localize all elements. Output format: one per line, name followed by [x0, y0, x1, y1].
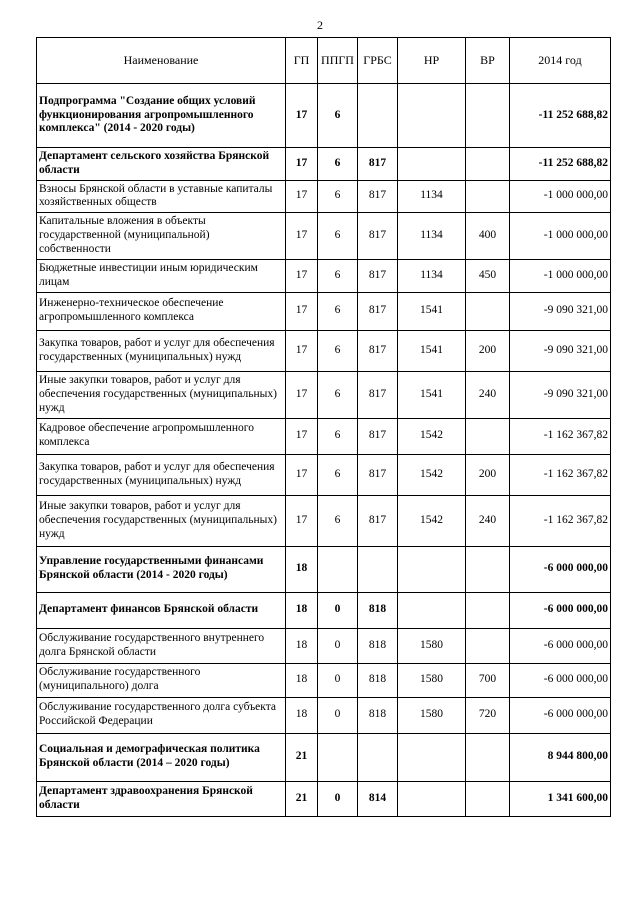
- row-grbs: 814: [358, 781, 398, 816]
- row-gp: 18: [286, 628, 318, 663]
- row-name: Бюджетные инвестиции иным юридическим лицам: [37, 260, 286, 293]
- row-ppgp: 0: [318, 781, 358, 816]
- row-vr: [466, 418, 510, 454]
- row-nr: 1134: [398, 180, 466, 213]
- header-gp: ГП: [286, 38, 318, 84]
- row-grbs: 818: [358, 628, 398, 663]
- table-row: [37, 733, 611, 781]
- row-amount: 1 341 600,00: [510, 781, 611, 816]
- row-gp: 17: [286, 292, 318, 330]
- row-ppgp: 6: [318, 84, 358, 148]
- row-ppgp: 6: [318, 213, 358, 260]
- row-grbs: 817: [358, 330, 398, 371]
- row-ppgp: 6: [318, 260, 358, 293]
- row-ppgp: [318, 733, 358, 781]
- row-grbs: 817: [358, 260, 398, 293]
- row-amount: -1 162 367,82: [510, 495, 611, 546]
- row-grbs: [358, 733, 398, 781]
- header-ppgp: ППГП: [318, 38, 358, 84]
- row-grbs: 818: [358, 697, 398, 733]
- row-amount: -9 090 321,00: [510, 330, 611, 371]
- row-ppgp: 0: [318, 697, 358, 733]
- table-row: [37, 454, 611, 495]
- row-nr: 1541: [398, 330, 466, 371]
- row-ppgp: 6: [318, 418, 358, 454]
- table-row: [37, 592, 611, 628]
- row-amount: -11 252 688,82: [510, 148, 611, 181]
- row-amount: 8 944 800,00: [510, 733, 611, 781]
- row-amount: -9 090 321,00: [510, 371, 611, 418]
- row-gp: 18: [286, 663, 318, 697]
- row-vr: [466, 592, 510, 628]
- row-gp: 17: [286, 84, 318, 148]
- row-gp: 18: [286, 546, 318, 592]
- table-row: [37, 371, 611, 418]
- row-grbs: [358, 84, 398, 148]
- row-vr: [466, 292, 510, 330]
- row-ppgp: 0: [318, 663, 358, 697]
- row-ppgp: 6: [318, 180, 358, 213]
- row-amount: -9 090 321,00: [510, 292, 611, 330]
- row-ppgp: 0: [318, 592, 358, 628]
- row-nr: 1541: [398, 371, 466, 418]
- row-vr: 200: [466, 454, 510, 495]
- row-nr: 1542: [398, 418, 466, 454]
- row-vr: [466, 148, 510, 181]
- row-vr: [466, 84, 510, 148]
- row-vr: 240: [466, 371, 510, 418]
- row-vr: [466, 733, 510, 781]
- row-gp: 17: [286, 371, 318, 418]
- row-gp: 21: [286, 733, 318, 781]
- row-grbs: 817: [358, 213, 398, 260]
- row-grbs: 817: [358, 292, 398, 330]
- row-grbs: 817: [358, 371, 398, 418]
- row-vr: [466, 180, 510, 213]
- row-grbs: 818: [358, 663, 398, 697]
- table-row: [37, 663, 611, 697]
- row-ppgp: 6: [318, 454, 358, 495]
- row-vr: [466, 628, 510, 663]
- row-amount: -1 000 000,00: [510, 180, 611, 213]
- row-name: Иные закупки товаров, работ и услуг для обеспечения государственных (муниципальных) нужд: [37, 495, 286, 546]
- row-grbs: 817: [358, 454, 398, 495]
- table-row: [37, 84, 611, 148]
- row-ppgp: 6: [318, 371, 358, 418]
- row-name: Департамент финансов Брянской области: [37, 592, 286, 628]
- row-grbs: 817: [358, 180, 398, 213]
- row-vr: 700: [466, 663, 510, 697]
- row-gp: 17: [286, 148, 318, 181]
- table-row: [37, 330, 611, 371]
- row-amount: -6 000 000,00: [510, 546, 611, 592]
- row-nr: 1542: [398, 454, 466, 495]
- row-nr: 1134: [398, 260, 466, 293]
- header-name: Наименование: [37, 38, 286, 84]
- row-name: Закупка товаров, работ и услуг для обеспечения государственных (муниципальных) нужд: [37, 454, 286, 495]
- row-name: Кадровое обеспечение агропромышленного комплекса: [37, 418, 286, 454]
- row-name: Взносы Брянской области в уставные капиталы хозяйственных обществ: [37, 180, 286, 213]
- row-grbs: 817: [358, 495, 398, 546]
- table-row: [37, 180, 611, 213]
- row-vr: 450: [466, 260, 510, 293]
- row-nr: [398, 84, 466, 148]
- row-gp: 17: [286, 260, 318, 293]
- row-name: Обслуживание государственного внутреннего долга Брянской области: [37, 628, 286, 663]
- row-name: Закупка товаров, работ и услуг для обеспечения государственных (муниципальных) нужд: [37, 330, 286, 371]
- row-ppgp: 6: [318, 148, 358, 181]
- row-nr: [398, 148, 466, 181]
- table-row: [37, 697, 611, 733]
- row-nr: [398, 546, 466, 592]
- row-gp: 17: [286, 330, 318, 371]
- row-amount: -11 252 688,82: [510, 84, 611, 148]
- table-row: [37, 260, 611, 293]
- row-grbs: [358, 546, 398, 592]
- row-vr: 200: [466, 330, 510, 371]
- table-row: [37, 292, 611, 330]
- row-name: Иные закупки товаров, работ и услуг для обеспечения государственных (муниципальных) нужд: [37, 371, 286, 418]
- header-grbs: ГРБС: [358, 38, 398, 84]
- table-header-row: [37, 38, 611, 84]
- table-row: [37, 495, 611, 546]
- row-gp: 17: [286, 180, 318, 213]
- row-gp: 17: [286, 454, 318, 495]
- row-name: Подпрограмма "Создание общих условий функционирования агропромышленного комплекса" (2014 - 2020 годы): [37, 84, 286, 148]
- row-vr: [466, 781, 510, 816]
- row-gp: 17: [286, 495, 318, 546]
- row-amount: -6 000 000,00: [510, 663, 611, 697]
- row-name: Департамент здравоохранения Брянской области: [37, 781, 286, 816]
- row-nr: 1134: [398, 213, 466, 260]
- table-row: [37, 148, 611, 181]
- row-nr: [398, 781, 466, 816]
- row-nr: 1541: [398, 292, 466, 330]
- row-vr: 240: [466, 495, 510, 546]
- row-amount: -1 162 367,82: [510, 418, 611, 454]
- header-nr: НР: [398, 38, 466, 84]
- table-row: [37, 546, 611, 592]
- row-gp: 18: [286, 697, 318, 733]
- header-year: 2014 год: [510, 38, 611, 84]
- row-name: Капитальные вложения в объекты государственной (муниципальной) собственности: [37, 213, 286, 260]
- row-ppgp: [318, 546, 358, 592]
- row-grbs: 817: [358, 148, 398, 181]
- row-vr: 400: [466, 213, 510, 260]
- budget-table: [36, 37, 611, 817]
- page-number: 2: [317, 18, 323, 32]
- table-row: [37, 418, 611, 454]
- row-ppgp: 6: [318, 292, 358, 330]
- row-name: Инженерно-техническое обеспечение агропромышленного комплекса: [37, 292, 286, 330]
- row-nr: [398, 592, 466, 628]
- row-nr: 1542: [398, 495, 466, 546]
- row-amount: -6 000 000,00: [510, 592, 611, 628]
- row-gp: 21: [286, 781, 318, 816]
- row-amount: -6 000 000,00: [510, 697, 611, 733]
- row-nr: 1580: [398, 697, 466, 733]
- row-vr: 720: [466, 697, 510, 733]
- table-row: [37, 213, 611, 260]
- row-gp: 17: [286, 213, 318, 260]
- row-name: Департамент сельского хозяйства Брянской области: [37, 148, 286, 181]
- row-amount: -6 000 000,00: [510, 628, 611, 663]
- row-nr: 1580: [398, 628, 466, 663]
- row-amount: -1 162 367,82: [510, 454, 611, 495]
- row-ppgp: 6: [318, 495, 358, 546]
- row-name: Управление государственными финансами Брянской области (2014 - 2020 годы): [37, 546, 286, 592]
- table-row: [37, 628, 611, 663]
- row-grbs: 817: [358, 418, 398, 454]
- row-gp: 17: [286, 418, 318, 454]
- row-name: Обслуживание государственного (муниципального) долга: [37, 663, 286, 697]
- row-ppgp: 0: [318, 628, 358, 663]
- table-row: [37, 781, 611, 816]
- row-name: Социальная и демографическая политика Брянской области (2014 – 2020 годы): [37, 733, 286, 781]
- row-grbs: 818: [358, 592, 398, 628]
- row-amount: -1 000 000,00: [510, 260, 611, 293]
- header-vr: ВР: [466, 38, 510, 84]
- row-vr: [466, 546, 510, 592]
- row-name: Обслуживание государственного долга субъекта Российской Федерации: [37, 697, 286, 733]
- row-ppgp: 6: [318, 330, 358, 371]
- row-nr: 1580: [398, 663, 466, 697]
- row-amount: -1 000 000,00: [510, 213, 611, 260]
- row-nr: [398, 733, 466, 781]
- row-gp: 18: [286, 592, 318, 628]
